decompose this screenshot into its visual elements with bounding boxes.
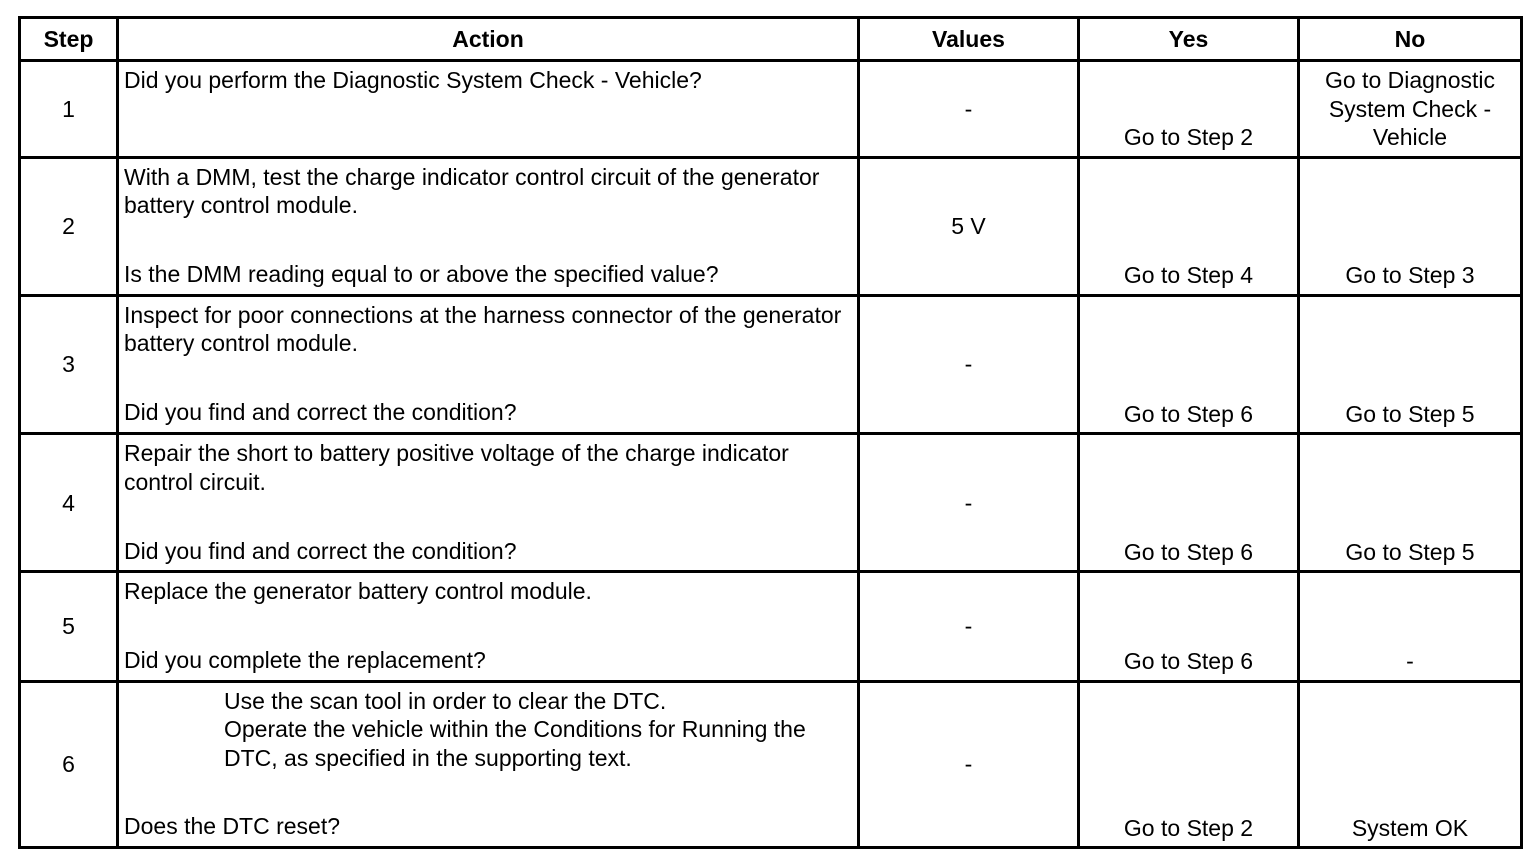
step-number: 3	[20, 295, 118, 433]
table-row	[20, 157, 1522, 295]
yes-cell: Go to Step 6	[1079, 295, 1299, 433]
no-cell: Go to Step 5	[1299, 295, 1522, 433]
action-list	[124, 687, 851, 773]
header-row	[20, 18, 1522, 61]
action-text: Repair the short to battery positive voltage of the charge indicator control circuit.	[124, 440, 789, 495]
action-text: Did you perform the Diagnostic System Check - Vehicle?	[124, 67, 702, 93]
header-step: Step	[20, 18, 118, 61]
table-row	[20, 295, 1522, 433]
step-number: 1	[20, 61, 118, 158]
action-text: Inspect for poor connections at the harness connector of the generator battery control module.	[124, 301, 842, 357]
step-number: 4	[20, 434, 118, 572]
table-row	[20, 681, 1522, 847]
step-number: 2	[20, 157, 118, 295]
no-cell: -	[1299, 572, 1522, 681]
yes-cell: Go to Step 6	[1079, 572, 1299, 681]
value-cell: -	[859, 681, 1079, 847]
action-item: Use the scan tool in order to clear the DTC.	[224, 687, 667, 714]
no-cell: System OK	[1299, 681, 1522, 847]
yes-cell: Go to Step 2	[1079, 681, 1299, 847]
table-row	[20, 61, 1522, 158]
header-values: Values	[859, 18, 1079, 61]
value-cell: -	[859, 295, 1079, 433]
table-row	[20, 434, 1522, 572]
value-cell: -	[859, 572, 1079, 681]
step-number: 5	[20, 572, 118, 681]
table-row	[20, 572, 1522, 681]
action-cell	[118, 681, 859, 847]
action-cell	[118, 434, 859, 572]
action-item: Operate the vehicle within the Conditions for Running the DTC, as specified in the supporting text.	[224, 716, 806, 771]
no-cell: Go to Diagnostic System Check - Vehicle	[1299, 61, 1522, 158]
no-cell: Go to Step 5	[1299, 434, 1522, 572]
action-question: Did you complete the replacement?	[124, 646, 486, 673]
no-cell: Go to Step 3	[1299, 157, 1522, 295]
action-question: Does the DTC reset?	[124, 813, 341, 840]
value-cell: -	[859, 61, 1079, 158]
yes-cell: Go to Step 6	[1079, 434, 1299, 572]
value-cell: -	[859, 434, 1079, 572]
action-question: Did you find and correct the condition?	[124, 399, 517, 426]
header-no: No	[1299, 18, 1522, 61]
action-text: Replace the generator battery control module.	[124, 578, 592, 605]
action-question: Is the DMM reading equal to or above the specified value?	[124, 261, 719, 288]
diagnostic-table	[18, 16, 1523, 849]
action-cell	[118, 61, 859, 158]
action-cell	[118, 572, 859, 681]
action-cell	[118, 295, 859, 433]
action-question: Did you find and correct the condition?	[124, 537, 517, 564]
header-yes: Yes	[1079, 18, 1299, 61]
yes-cell: Go to Step 4	[1079, 157, 1299, 295]
action-cell	[118, 157, 859, 295]
step-number: 6	[20, 681, 118, 847]
header-action: Action	[118, 18, 859, 61]
action-text: With a DMM, test the charge indicator control circuit of the generator battery control module.	[124, 163, 820, 219]
yes-cell: Go to Step 2	[1079, 61, 1299, 158]
value-cell: 5 V	[859, 157, 1079, 295]
